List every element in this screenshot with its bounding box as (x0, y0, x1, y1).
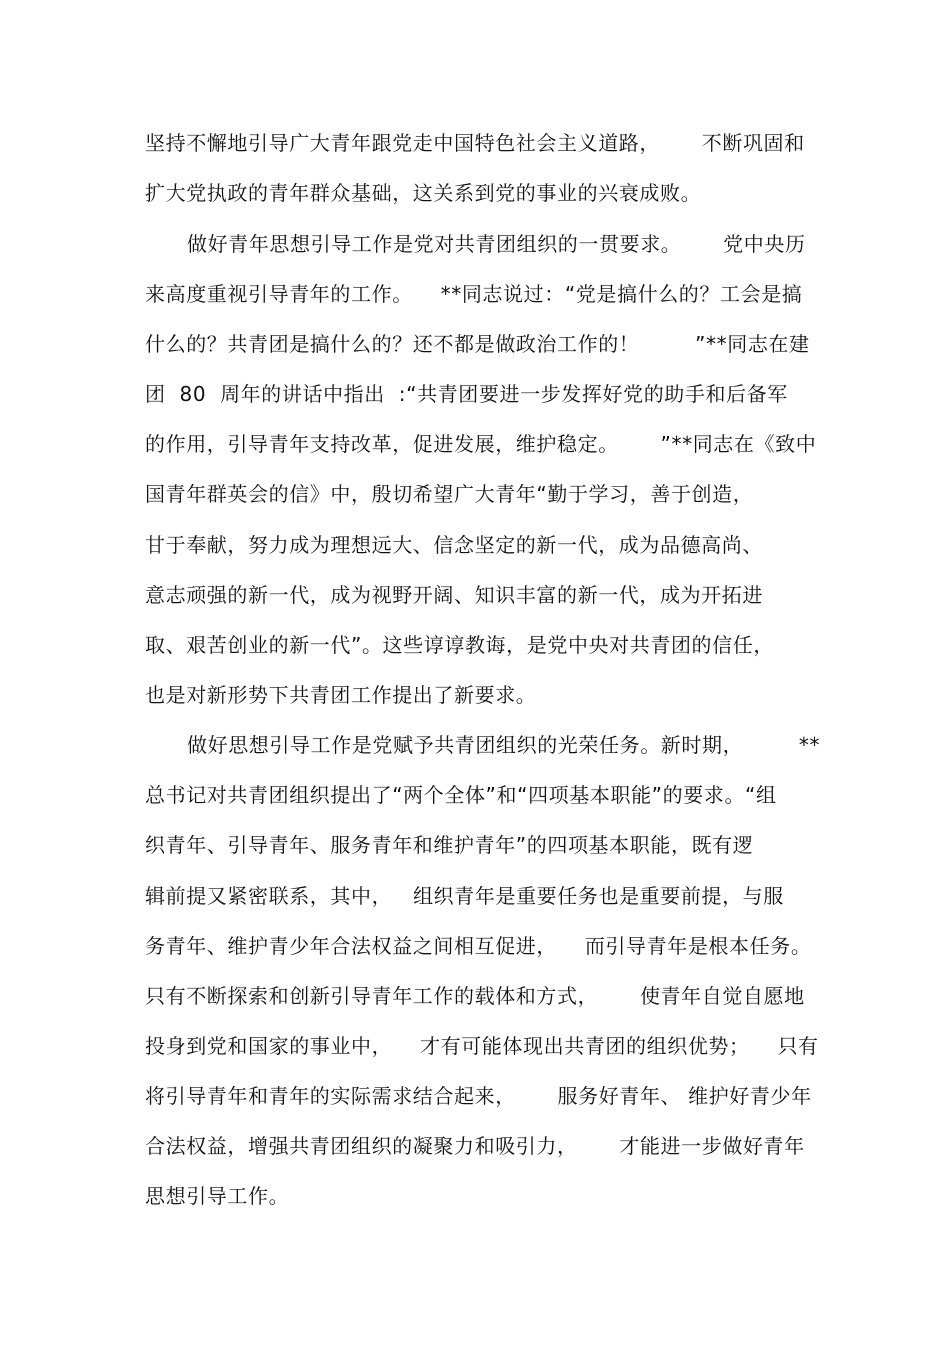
text-line-12: 也是对新形势下共青团工作提出了新要求。 (145, 683, 537, 707)
text-line-22: 思想引导工作。 (145, 1184, 290, 1208)
text-line-20: 将引导青年和青年的实际需求结合起来， 服务好青年、 维护好青少年 (145, 1084, 812, 1108)
text-line-10: 意志顽强的新一代，成为视野开阔、知识丰富的新一代，成为开拓进 (145, 583, 763, 607)
text-line-11: 取、艰苦创业的新一代”。这些谆谆教诲，是党中央对共青团的信任， (145, 633, 774, 657)
text-line-19: 投身到党和国家的事业中， 才有可能体现出共青团的组织优势； 只有 (145, 1034, 819, 1058)
text-line-1: 坚持不懈地引导广大青年跟党走中国特色社会主义道路， 不断巩固和 (145, 131, 805, 155)
text-line-7: 的作用，引导青年支持改革，促进发展，维护稳定。 ”**同志在《致中 (145, 432, 817, 456)
text-line-16: 辑前提又紧密联系，其中， 组织青年是重要任务也是重要前提，与服 (145, 884, 784, 908)
text-line-2: 扩大党执政的青年群众基础，这关系到党的事业的兴衰成败。 (145, 181, 702, 205)
text-line-3: 做好青年思想引导工作是党对共青团组织的一贯要求。 党中央历 (187, 232, 806, 256)
text-line-13: 做好思想引导工作是党赋予共青团组织的光荣任务。新时期， ** (187, 733, 821, 757)
text-line-14: 总书记对共青团组织提出了“两个全体”和“四项基本职能”的要求。“组 (145, 783, 777, 807)
text-line-18: 只有不断探索和创新引导青年工作的载体和方式， 使青年自觉自愿地 (145, 984, 805, 1008)
text-line-15: 织青年、引导青年、服务青年和维护青年”的四项基本职能，既有逻 (145, 833, 754, 857)
text-line-9: 甘于奉献，努力成为理想远大、信念坚定的新一代，成为品德高尚、 (145, 533, 763, 557)
text-line-8: 国青年群英会的信》中，殷切希望广大青年“勤于学习，善于创造， (145, 482, 754, 506)
text-line-5: 什么的？共青团是搞什么的？还不都是做政治工作的！ ”**同志在建 (145, 332, 810, 356)
text-line-21: 合法权益，增强共青团组织的凝聚力和吸引力， 才能进一步做好青年 (145, 1134, 805, 1158)
text-line-6: 团 80 周年的讲话中指出 :“共青团要进一步发挥好党的助手和后备军 (145, 382, 788, 406)
text-line-4: 来高度重视引导青年的工作。 **同志说过：“党是搞什么的？工会是搞 (145, 282, 803, 306)
text-line-17: 务青年、维护青少年合法权益之间相互促进， 而引导青年是根本任务。 (145, 934, 812, 958)
